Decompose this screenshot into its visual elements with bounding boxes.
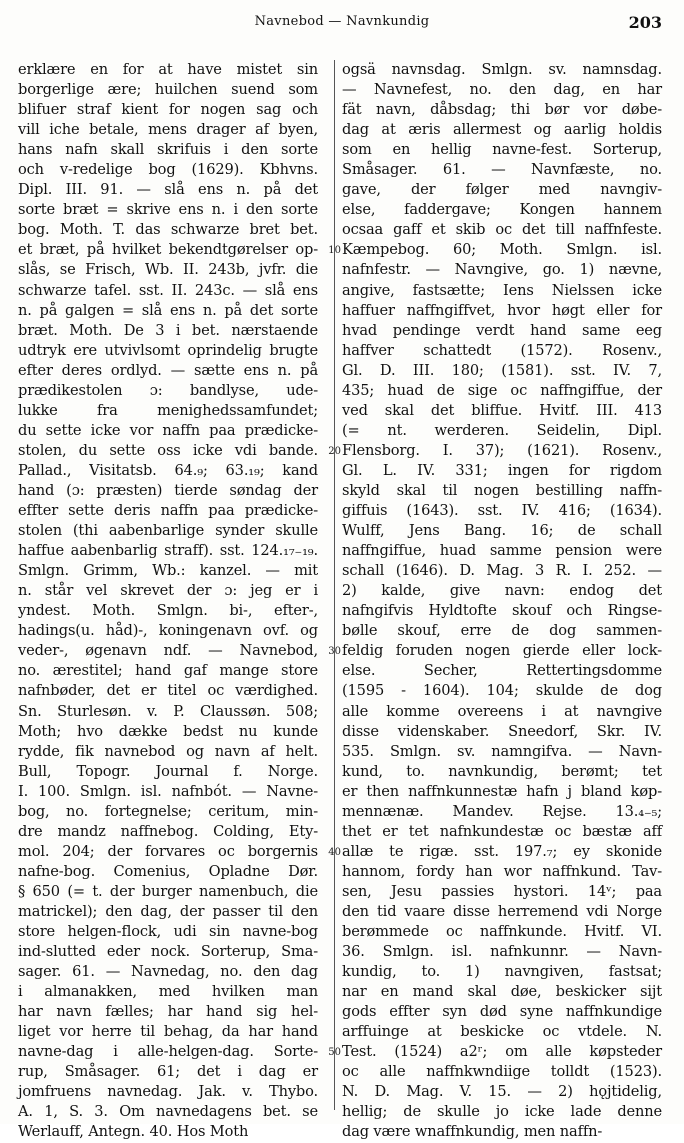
text-line: 435; huad de sige oc naffngiffue, der — [342, 381, 662, 399]
text-line: yndest. Moth. Smlgn. bi-, efter-, — [18, 602, 318, 620]
text-line: vill iche betale, mens drager af byen, — [18, 121, 318, 139]
text-line: bog, no. fortegnelse; ceritum, min- — [18, 802, 318, 820]
text-line: mol. 204; der forvares oc borgernis — [18, 842, 318, 860]
text-line: A. 1, S. 3. Om navnedagens bet. se — [18, 1103, 318, 1121]
text-line: angive, fastsætte; Iens Nielssen icke — [342, 281, 662, 299]
text-line: bog. Moth. T. das schwarze bret bet. — [18, 221, 318, 239]
text-line: haffuer naffngiffvet, hvor høgt eller for — [342, 301, 662, 319]
text-line: I. 100. Smlgn. isl. nafnbót. — Navne- — [18, 782, 318, 800]
text-line: hvad pendinge verdt hand same eeg — [342, 321, 662, 339]
text-line: oc alle naffnkwndiige tolldt (1523). — [342, 1063, 662, 1081]
text-line: no. ærestitel; hand gaf mange store — [18, 662, 318, 680]
line-number-marker: 40 — [328, 846, 341, 858]
text-line: disse videnskaber. Sneedorf, Skr. IV. — [342, 722, 662, 740]
text-line: 535. Smlgn. sv. namngifva. — Navn- — [342, 742, 662, 760]
text-line: arffuinge at beskicke oc vtdele. N. — [342, 1023, 662, 1041]
text-line: du sette icke vor naffn paa prædicke- — [18, 421, 318, 439]
text-line: allæ te rigæ. sst. 197.₇; ey skonide — [342, 842, 662, 860]
text-line: ocsaa gaff et skib oc det till naffnfeste. — [342, 221, 662, 239]
text-line: schwarze tafel. sst. II. 243c. — slå ens — [18, 281, 318, 299]
text-line: gave, der følger med navngiv- — [342, 181, 662, 199]
text-line: slås, se Frisch, Wb. II. 243b, jvfr. die — [18, 261, 318, 279]
line-number-marker: 50 — [328, 1047, 341, 1059]
text-line: ind-slutted eder nock. Sorterup, Sma- — [18, 943, 318, 961]
text-line: er then naffnkunnestæ hafn j bland køp- — [342, 782, 662, 800]
line-number-marker: 10 — [328, 245, 341, 257]
page-number: 203 — [628, 13, 662, 32]
text-line: nar en mand skal døe, beskicker sijt — [342, 983, 662, 1001]
text-line: n. står vel skrevet der ɔ: jeg er i — [18, 582, 318, 600]
text-line: sorte bræt = skrive ens n. i den sorte — [18, 201, 318, 219]
text-line: N. D. Mag. V. 15. — 2) hǫjtidelig, — [342, 1083, 662, 1101]
text-line: nafnbøder, det er titel oc værdighed. — [18, 682, 318, 700]
text-line: Flensborg. I. 37); (1621). Rosenv., — [342, 441, 662, 459]
text-line: matrickel); den dag, der passer til den — [18, 902, 318, 920]
text-line: kund, to. navnkundig, berømt; tet — [342, 762, 662, 780]
text-line: blifuer straf kient for nogen sag och — [18, 101, 318, 119]
text-line: bølle skouf, erre de dog sammen- — [342, 622, 662, 640]
text-line: har navn fælles; har hand sig hel- — [18, 1003, 318, 1021]
text-line: liget vor herre til behag, da har hand — [18, 1023, 318, 1041]
text-line: 2) kalde, give navn: endog det — [342, 582, 662, 600]
text-line: rydde, fik navnebod og navn af helt. — [18, 742, 318, 760]
text-line: Kæmpebog. 60; Moth. Smlgn. isl. — [342, 241, 662, 259]
left-column — [18, 60, 318, 1143]
text-line: berømmede oc naffnkunde. Hvitf. VI. — [342, 923, 662, 941]
text-line: navne-dag i alle-helgen-dag. Sorte- — [18, 1043, 318, 1061]
text-line: haffver schattedt (1572). Rosenv., — [342, 341, 662, 359]
text-line: lukke fra menighedssamfundet; — [18, 401, 318, 419]
text-line: i almanakken, med hvilken man — [18, 983, 318, 1001]
text-line: (1595 - 1604). 104; skulde de dog — [342, 682, 662, 700]
page-header — [0, 14, 684, 40]
text-line: och v-redelige bog (1629). Kbhvns. — [18, 161, 318, 179]
text-line: Pallad., Visitatsb. 64.₉; 63.₁₉; kand — [18, 461, 318, 479]
text-line: feldig foruden nogen gierde eller lock- — [342, 642, 662, 660]
text-line: et bræt, på hvilket bekendtgørelser op- — [18, 241, 318, 259]
text-line: thet er tet nafnkundestæ oc bæstæ aff — [342, 822, 662, 840]
text-line: — Navnefest, no. den dag, en har — [342, 81, 662, 99]
column-divider — [334, 60, 335, 1110]
text-line: giffuis (1643). sst. IV. 416; (1634). — [342, 502, 662, 520]
text-line: Småsager. 61. — Navnfæste, no. — [342, 161, 662, 179]
text-line: Dipl. III. 91. — slå ens n. på det — [18, 181, 318, 199]
text-line: stolen, du sette oss icke vdi bande. — [18, 441, 318, 459]
line-number-marker: 30 — [328, 646, 341, 658]
text-line: fät navn, dåbsdag; thi bør vor døbe- — [342, 101, 662, 119]
running-head: Navnebod — Navnkundig — [254, 14, 430, 29]
right-column — [342, 60, 662, 1143]
text-line: Bull, Topogr. Journal f. Norge. — [18, 762, 318, 780]
text-line: Test. (1524) a2ʳ; om alle køpsteder — [342, 1043, 662, 1061]
text-line: mennænæ. Mandev. Rejse. 13.₄₋₅; — [342, 802, 662, 820]
text-line: Gl. L. IV. 331; ingen for rigdom — [342, 461, 662, 479]
text-line: n. på galgen = slå ens n. på det sorte — [18, 301, 318, 319]
text-line: dag at æris allermest og aarlig holdis — [342, 121, 662, 139]
text-line: gods effter syn død syne naffnkundige — [342, 1003, 662, 1021]
text-line: som en hellig navne-fest. Sorterup, — [342, 141, 662, 159]
text-line: nafngifvis Hyldtofte skouf och Ringse- — [342, 602, 662, 620]
text-line: effter sette deris naffn paa prædicke- — [18, 502, 318, 520]
text-line: prædikestolen ɔ: bandlyse, ude- — [18, 381, 318, 399]
text-line: hans nafn skall skrifuis i den sorte — [18, 141, 318, 159]
text-line: jomfruens navnedag. Jak. v. Thybo. — [18, 1083, 318, 1101]
text-line: kundig, to. 1) navngiven, fastsat; — [342, 963, 662, 981]
text-line: else. Secher, Rettertingsdomme — [342, 662, 662, 680]
text-line: § 650 (= t. der burger namenbuch, die — [18, 882, 318, 900]
text-line: skyld skal til nogen bestilling naffn- — [342, 481, 662, 499]
text-line: alle komme overeens i at navngive — [342, 702, 662, 720]
text-line: sager. 61. — Navnedag, no. den dag — [18, 963, 318, 981]
text-line: sen, Jesu passies hystori. 14ᵛ; paa — [342, 882, 662, 900]
text-line: Wulff, Jens Bang. 16; de schall — [342, 522, 662, 540]
text-line: 36. Smlgn. isl. nafnkunnr. — Navn- — [342, 943, 662, 961]
text-line: else, faddergave; Kongen hannem — [342, 201, 662, 219]
text-line: Werlauff, Antegn. 40. Hos Moth — [18, 1123, 249, 1141]
text-line: hellig; de skulle jo icke lade denne — [342, 1103, 662, 1121]
text-line: erklære en for at have mistet sin — [18, 61, 318, 78]
text-line: stolen (thi aabenbarlige synder skulle — [18, 522, 318, 540]
text-line: Sn. Sturlesøn. v. P. Claussøn. 508; — [18, 702, 318, 720]
text-line: store helgen-flock, udi sin navne-bog — [18, 923, 318, 941]
text-line: borgerlige ære; huilchen suend som — [18, 81, 318, 99]
text-line: udtryk ere utvivlsomt oprindelig brugte — [18, 341, 318, 359]
text-line: schall (1646). D. Mag. 3 R. I. 252. — — [342, 562, 662, 580]
text-line: hannom, fordy han wor naffnkund. Tav- — [342, 862, 662, 880]
text-line: nafne-bog. Comenius, Opladne Dør. — [18, 862, 318, 880]
text-line: veder-, øgenavn ndf. — Navnebod, — [18, 642, 318, 660]
text-line: ogsä navnsdag. Smlgn. sv. namnsdag. — [342, 61, 662, 78]
text-line: hadings(u. håd)-, koningenavn ovf. og — [18, 622, 318, 640]
text-line: dag være wnaffnkundig, men naffn- — [342, 1123, 603, 1141]
text-line: (= nt. werderen. Seidelin, Dipl. — [342, 421, 662, 439]
text-line: efter deres ordlyd. — sætte ens n. på — [18, 361, 318, 379]
text-line: Smlgn. Grimm, Wb.: kanzel. — mit — [18, 562, 318, 580]
text-line: rup, Småsager. 61; det i dag er — [18, 1063, 318, 1081]
text-line: naffngiffue, huad samme pension were — [342, 542, 662, 560]
text-line: bræt. Moth. De 3 i bet. nærstaende — [18, 321, 318, 339]
text-line: Moth; hvo dække bedst nu kunde — [18, 722, 318, 740]
line-number-marker: 20 — [328, 445, 341, 457]
text-line: den tid vaare disse herremend vdi Norge — [342, 902, 662, 920]
text-line: dre mandz naffnebog. Colding, Ety- — [18, 822, 318, 840]
text-line: haffue aabenbarlig straff). sst. 124.₁₇₋₁₉. — [18, 542, 318, 560]
text-line: hand (ɔ: præsten) tierde søndag der — [18, 481, 318, 499]
text-line: Gl. D. III. 180; (1581). sst. IV. 7, — [342, 361, 662, 379]
text-line: nafnfestr. — Navngive, go. 1) nævne, — [342, 261, 662, 279]
text-line: ved skal det bliffue. Hvitf. III. 413 — [342, 401, 662, 419]
